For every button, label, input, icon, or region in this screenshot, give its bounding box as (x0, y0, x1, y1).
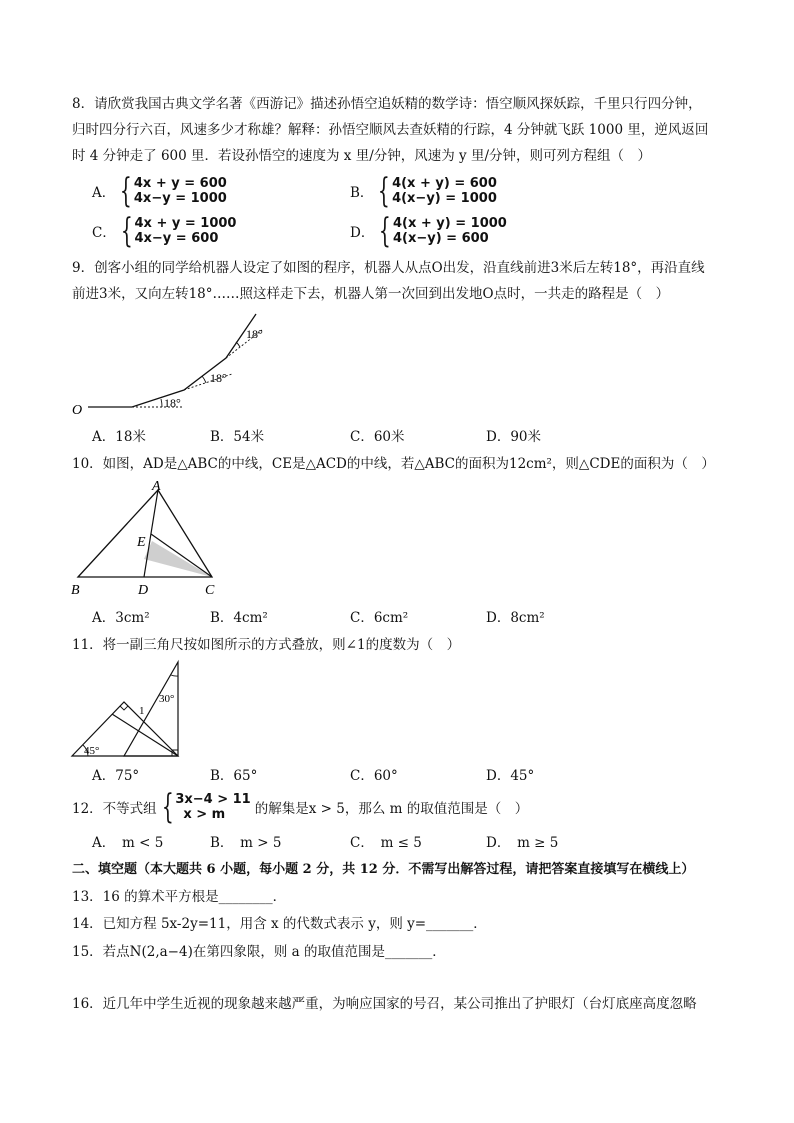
q12-option-d[interactable]: D． m ≥ 5 (486, 835, 559, 851)
angle-arc-3 (236, 342, 240, 347)
right-angle-mark-1 (120, 706, 128, 710)
equation: 4(x + y) = 1000 (392, 216, 507, 231)
q11-option-d[interactable]: D．45° (486, 768, 535, 784)
q10-triangle-figure (64, 478, 224, 602)
equation: 4x−y = 600 (134, 231, 219, 246)
point-e-label: E (137, 535, 146, 550)
option-label: C． (92, 225, 116, 241)
q10-option-c[interactable]: C．6cm² (350, 610, 409, 626)
brace-icon: { (378, 171, 391, 211)
equation: 4x + y = 1000 (134, 216, 237, 231)
q9-line2: 前进3米，又向左转18°……照这样走下去，机器人第一次回到出发地O点时，一共走的路程是（ ） (72, 286, 670, 302)
robot-path (88, 314, 256, 407)
equation: 4(x−y) = 600 (392, 231, 489, 246)
equation: 4(x + y) = 600 (392, 176, 497, 191)
q12-prefix: 12．不等式组 (72, 801, 157, 817)
q12-option-b[interactable]: B． m > 5 (210, 835, 282, 851)
point-a-label: A (152, 479, 161, 494)
brace-icon: { (120, 171, 133, 211)
equation: 4(x−y) = 1000 (392, 191, 497, 206)
q8-option-b[interactable] (350, 171, 497, 211)
q15-line: 15．若点N(2,a−4)在第四象限，则 a 的取值范围是_______． (72, 944, 446, 960)
q9-option-d[interactable]: D．90米 (486, 429, 542, 445)
q14-line: 14．已知方程 5x-2y=11，用含 x 的代数式表示 y，则 y=_______． (72, 916, 487, 932)
q12-inequality-1: 3x−4 > 11 (175, 792, 251, 807)
option-label: B． (350, 185, 374, 201)
point-c-label: C (205, 583, 215, 598)
q12-option-a[interactable]: A． m < 5 (92, 835, 164, 851)
q11-option-b[interactable]: B．65° (210, 768, 258, 784)
angle-arc-1 (161, 399, 162, 407)
q11-line1: 11．将一副三角尺按如图所示的方式叠放，则∠1的度数为（ ） (72, 637, 461, 653)
point-b-label: B (71, 583, 80, 598)
q12-line1 (72, 787, 529, 827)
angle-arc-30 (171, 675, 178, 676)
q10-option-a[interactable]: A．3cm² (92, 610, 150, 626)
q9-option-c[interactable]: C．60米 (350, 429, 405, 445)
section-2-heading: 二、填空题（本大题共 6 小题，每小题 2 分，共 12 分．不需写出解答过程，请把答案直接填写在横线上） (72, 862, 695, 877)
q8-option-a[interactable] (92, 171, 227, 211)
angle-45-label: 45° (84, 745, 100, 757)
q9-robot-path-figure (66, 308, 306, 420)
q11-option-c[interactable]: C．60° (350, 768, 398, 784)
q9-option-b[interactable]: B．54米 (210, 429, 265, 445)
q9-option-a[interactable]: A．18米 (92, 429, 146, 445)
q8-line1: 8．请欣赏我国古典文学名著《西游记》描述孙悟空追妖精的数学诗：悟空顺风探妖踪，千里只行四分钟， (72, 96, 702, 112)
angle-label-2: 18° (210, 371, 227, 385)
q11-set-squares-figure (66, 658, 186, 762)
triangle-abc (78, 490, 212, 577)
q10-option-b[interactable]: B．4cm² (210, 610, 268, 626)
q12-option-c[interactable]: C． m ≤ 5 (350, 835, 422, 851)
q11-option-a[interactable]: A．75° (92, 768, 140, 784)
brace-icon: { (120, 211, 133, 251)
q8-option-d[interactable] (350, 211, 507, 251)
angle-1-label: 1 (139, 705, 145, 717)
angle-label-3: 18° (246, 327, 263, 341)
triangle-cde-shaded (144, 541, 212, 577)
q8-line2: 归时四分行六百，风速多少才称雄？解释：孙悟空顺风去查妖精的行踪，4 分钟就飞跃 1000 里，逆风返回 (72, 122, 709, 138)
q16-line1: 16．近几年中学生近视的现象越来越严重，为响应国家的号召，某公司推出了护眼灯（台灯底座高度忽略 (72, 996, 697, 1012)
brace-icon: { (379, 211, 392, 251)
q8-line3: 时 4 分钟走了 600 里．若设孙悟空的速度为 x 里/分钟，风速为 y 里/分钟，则可列方程组（ ） (72, 148, 652, 164)
angle-30-label: 30° (159, 693, 175, 705)
point-d-label: D (138, 583, 149, 598)
brace-icon: { (161, 787, 174, 827)
q9-line1: 9．创客小组的同学给机器人设定了如图的程序，机器人从点O出发，沿直线前进3米后左转18°，再沿直线 (72, 260, 705, 276)
option-label: D． (350, 225, 375, 241)
q12-inequality-2: x > m (183, 807, 226, 822)
q10-line1: 10．如图，AD是△ABC的中线，CE是△ACD的中线，若△ABC的面积为12cm²，则△CDE的面积为（ ） (72, 456, 715, 472)
q8-option-c[interactable] (92, 211, 237, 251)
point-o-label: O (72, 403, 83, 418)
equation: 4x−y = 1000 (133, 191, 227, 206)
option-label: A． (92, 185, 116, 201)
q12-suffix: 的解集是x > 5，那么 m 的取值范围是（ ） (254, 801, 529, 817)
angle-arc-2 (202, 376, 206, 383)
triangle-30 (124, 662, 178, 756)
equation: 4x + y = 600 (133, 176, 227, 191)
q13-line: 13．16 的算术平方根是________． (72, 889, 287, 905)
q10-option-d[interactable]: D．8cm² (486, 610, 545, 626)
angle-label-1: 18° (164, 396, 181, 410)
